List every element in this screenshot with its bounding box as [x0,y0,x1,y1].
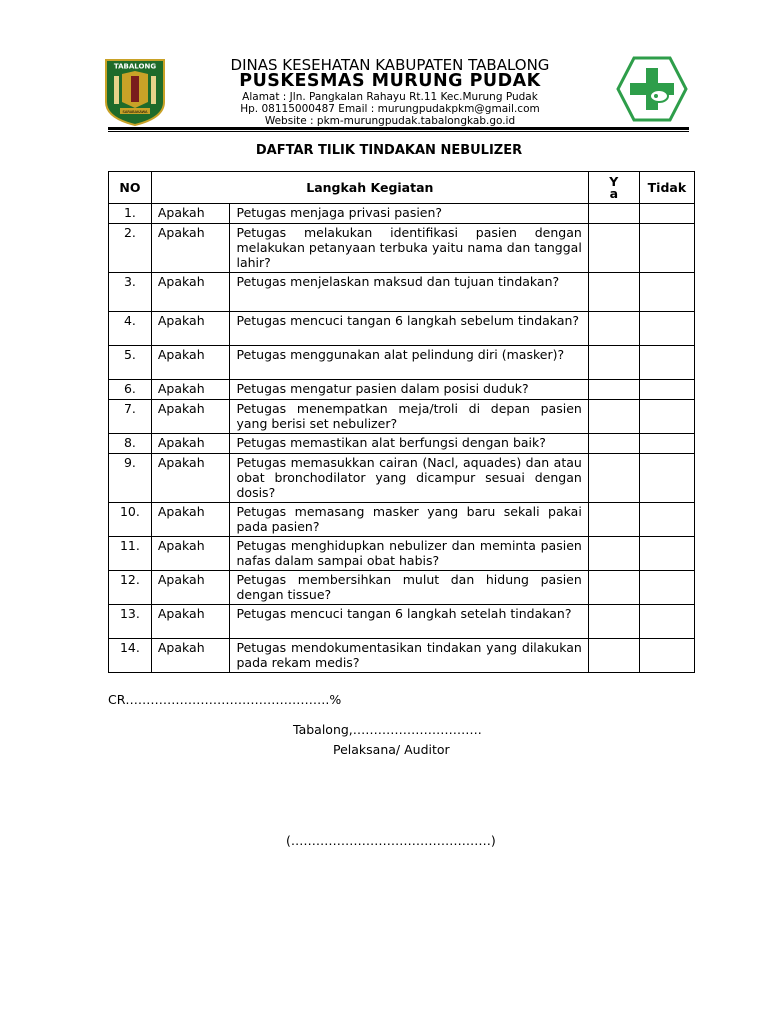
row-number: 5. [109,346,152,380]
row-question-word: Apakah [151,224,230,273]
row-tidak-checkbox[interactable] [639,273,694,312]
header-phone-email: Hp. 08115000487 Email : murungpudakpkm@gmail.com [240,103,540,115]
row-ya-checkbox[interactable] [588,503,639,537]
row-ya-checkbox[interactable] [588,204,639,224]
table-row [109,224,695,273]
table-row [109,380,695,400]
row-question-word: Apakah [151,346,230,380]
header-agency: DINAS KESEHATAN KABUPATEN TABALONG [230,56,550,74]
table-row [109,204,695,224]
row-question-word: Apakah [151,380,230,400]
row-tidak-checkbox[interactable] [639,454,694,503]
checklist-table [108,171,695,673]
row-question-word: Apakah [151,571,230,605]
row-number: 1. [109,204,152,224]
row-number: 12. [109,571,152,605]
row-question-word: Apakah [151,454,230,503]
row-ya-checkbox[interactable] [588,312,639,346]
header-rule-thin [108,131,689,132]
row-number: 11. [109,537,152,571]
row-tidak-checkbox[interactable] [639,571,694,605]
svg-text:TABALONG: TABALONG [113,62,157,71]
row-number: 14. [109,639,152,673]
row-step-text: Petugas mencuci tangan 6 langkah setelah tindakan? [230,605,588,639]
row-number: 4. [109,312,152,346]
col-header-ya-line2: a [609,185,619,201]
row-question-word: Apakah [151,204,230,224]
row-ya-checkbox[interactable] [588,605,639,639]
col-header-no: NO [109,172,152,204]
document-title: DAFTAR TILIK TINDAKAN NEBULIZER [255,143,523,158]
row-step-text: Petugas melakukan identifikasi pasien dengan melakukan petanyaan terbuka yaitu nama dan tanggal lahir? [230,224,588,273]
row-tidak-checkbox[interactable] [639,537,694,571]
table-row [109,503,695,537]
col-header-ya-line1: Y [609,173,619,189]
header-website: Website : pkm-murungpudak.tabalongkab.go.id [264,115,516,127]
row-step-text: Petugas mencuci tangan 6 langkah sebelum tindakan? [230,312,588,346]
puskesmas-logo [616,56,688,122]
row-step-text: Petugas memastikan alat berfungsi dengan baik? [230,434,588,454]
row-ya-checkbox[interactable] [588,537,639,571]
row-tidak-checkbox[interactable] [639,434,694,454]
row-number: 8. [109,434,152,454]
table-header-row [109,172,695,204]
row-question-word: Apakah [151,400,230,434]
row-tidak-checkbox[interactable] [639,639,694,673]
row-number: 10. [109,503,152,537]
row-number: 13. [109,605,152,639]
table-row [109,312,695,346]
row-number: 7. [109,400,152,434]
table-row [109,346,695,380]
row-step-text: Petugas mengatur pasien dalam posisi duduk? [230,380,588,400]
row-tidak-checkbox[interactable] [639,503,694,537]
row-ya-checkbox[interactable] [588,380,639,400]
tabalong-crest-logo [104,58,166,126]
table-row [109,571,695,605]
row-step-text: Petugas menjaga privasi pasien? [230,204,588,224]
row-step-text: Petugas menempatkan meja/troli di depan pasien yang berisi set nebulizer? [230,400,588,434]
row-tidak-checkbox[interactable] [639,204,694,224]
row-ya-checkbox[interactable] [588,454,639,503]
table-row [109,434,695,454]
row-tidak-checkbox[interactable] [639,605,694,639]
table-row [109,639,695,673]
row-step-text: Petugas menggunakan alat pelindung diri (masker)? [230,346,588,380]
row-number: 2. [109,224,152,273]
row-tidak-checkbox[interactable] [639,380,694,400]
place-date-line: Tabalong,…………………………. [293,722,482,737]
row-number: 3. [109,273,152,312]
col-header-langkah: Langkah Kegiatan [151,172,588,204]
table-row [109,454,695,503]
signature-line: (…………………………………………) [286,833,496,848]
row-tidak-checkbox[interactable] [639,346,694,380]
row-ya-checkbox[interactable] [588,224,639,273]
row-question-word: Apakah [151,434,230,454]
row-step-text: Petugas menjelaskan maksud dan tujuan tindakan? [230,273,588,312]
row-question-word: Apakah [151,537,230,571]
col-header-tidak: Tidak [639,172,694,204]
table-row [109,273,695,312]
table-row [109,537,695,571]
table-row [109,400,695,434]
row-tidak-checkbox[interactable] [639,400,694,434]
row-ya-checkbox[interactable] [588,346,639,380]
row-question-word: Apakah [151,273,230,312]
row-ya-checkbox[interactable] [588,639,639,673]
header-contact-block [180,91,600,127]
header-rule-thick [108,127,689,130]
row-ya-checkbox[interactable] [588,434,639,454]
row-step-text: Petugas mendokumentasikan tindakan yang dilakukan pada rekam medis? [230,639,588,673]
row-question-word: Apakah [151,312,230,346]
row-ya-checkbox[interactable] [588,273,639,312]
table-row [109,605,695,639]
cr-score-line: CR………………………………………….% [108,692,342,707]
row-ya-checkbox[interactable] [588,571,639,605]
row-step-text: Petugas memasang masker yang baru sekali pakai pada pasien? [230,503,588,537]
row-step-text: Petugas menghidupkan nebulizer dan meminta pasien nafas dalam sampai obat habis? [230,537,588,571]
row-step-text: Petugas membersihkan mulut dan hidung pasien dengan tissue? [230,571,588,605]
row-question-word: Apakah [151,503,230,537]
row-tidak-checkbox[interactable] [639,312,694,346]
row-ya-checkbox[interactable] [588,400,639,434]
row-question-word: Apakah [151,639,230,673]
row-tidak-checkbox[interactable] [639,224,694,273]
row-step-text: Petugas memasukkan cairan (Nacl, aquades) dan atau obat bronchodilator yang dicampur sesuai dengan dosis? [230,454,588,503]
row-question-word: Apakah [151,605,230,639]
header-address: Alamat : Jln. Pangkalan Rahayu Rt.11 Kec.Murung Pudak [242,91,538,103]
row-number: 6. [109,380,152,400]
col-header-ya [588,172,639,204]
row-number: 9. [109,454,152,503]
auditor-role: Pelaksana/ Auditor [333,742,450,757]
svg-text:SARABAKAWA: SARABAKAWA [122,110,148,114]
header-institution: PUSKESMAS MURUNG PUDAK [239,71,541,91]
